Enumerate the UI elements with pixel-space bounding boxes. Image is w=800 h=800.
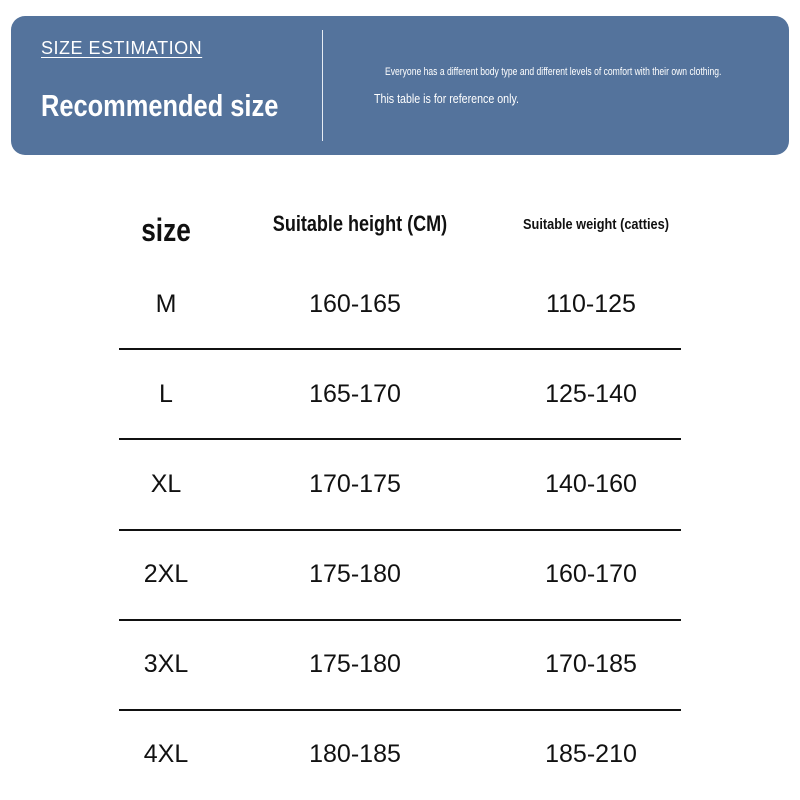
table-row-weight: 140-160	[545, 470, 637, 498]
banner-title: Recommended size	[41, 88, 279, 123]
column-header-height: Suitable height (CM)	[272, 211, 448, 236]
table-row-size: 3XL	[143, 650, 189, 678]
banner-note-line-1: Everyone has a different body type and different levels of comfort with their own clothing.	[385, 66, 722, 78]
banner-note-line-2: This table is for reference only.	[374, 91, 519, 106]
banner-subtitle: SIZE ESTIMATION	[41, 38, 203, 58]
table-row-size: XL	[150, 470, 182, 498]
table-row-size: 4XL	[143, 740, 189, 768]
table-row-weight: 160-170	[545, 560, 637, 588]
table-row-size: 2XL	[143, 560, 189, 588]
row-divider	[119, 529, 681, 531]
row-divider	[119, 348, 681, 350]
table-row-height: 175-180	[309, 560, 401, 588]
row-divider	[119, 619, 681, 621]
row-divider	[119, 709, 681, 711]
table-row-weight: 110-125	[546, 290, 636, 318]
table-row-height: 160-165	[309, 290, 401, 318]
row-divider	[119, 438, 681, 440]
table-row-height: 175-180	[309, 650, 401, 678]
table-row-size: L	[159, 380, 173, 408]
table-row-weight: 185-210	[545, 740, 637, 768]
column-header-size: size	[141, 212, 191, 248]
table-row-height: 165-170	[309, 380, 401, 408]
table-row-height: 170-175	[309, 470, 401, 498]
table-row-weight: 170-185	[545, 650, 637, 678]
table-row-size: M	[155, 290, 177, 318]
column-header-weight: Suitable weight (catties)	[523, 216, 669, 233]
table-row-weight: 125-140	[545, 380, 637, 408]
table-row-height: 180-185	[309, 740, 401, 768]
